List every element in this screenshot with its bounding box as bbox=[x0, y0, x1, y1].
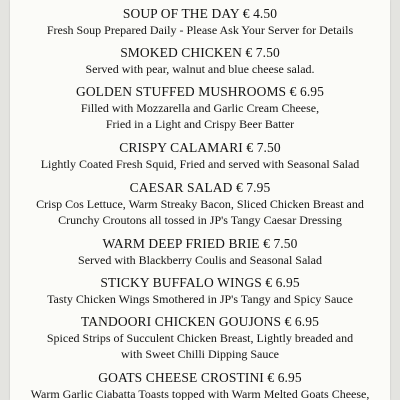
menu-item-description: Filled with Mozzarella and Garlic Cream Cheese, bbox=[80, 101, 320, 115]
menu-item-description: Crunchy Croutons all tossed in JP's Tangy Caesar Dressing bbox=[58, 213, 342, 227]
menu-item-crostini bbox=[10, 370, 390, 400]
menu-item-description: Fried in a Light and Crispy Beer Batter bbox=[105, 117, 295, 131]
menu-item-mushrooms bbox=[10, 84, 390, 132]
menu-item-description: Served with Blackberry Coulis and Seasonal Salad bbox=[78, 253, 322, 267]
menu-item-calamari bbox=[10, 140, 390, 172]
menu-item-heading: SOUP OF THE DAY € 4.50 bbox=[122, 6, 278, 21]
menu-page bbox=[10, 0, 390, 400]
menu-item-heading: GOATS CHEESE CROSTINI € 6.95 bbox=[98, 370, 302, 385]
menu-item-goujons bbox=[10, 314, 390, 362]
menu-item-description: Served with pear, walnut and blue cheese salad. bbox=[85, 62, 315, 76]
menu-item-heading: GOLDEN STUFFED MUSHROOMS € 6.95 bbox=[75, 84, 324, 99]
menu-item-caesar-salad bbox=[10, 180, 390, 228]
menu-item-description: Lightly Coated Fresh Squid, Fried and served with Seasonal Salad bbox=[40, 157, 360, 171]
menu-item-soup bbox=[10, 6, 390, 38]
menu-item-description: Tasty Chicken Wings Smothered in JP's Tangy and Spicy Sauce bbox=[47, 292, 353, 306]
menu-item-buffalo-wings bbox=[10, 275, 390, 307]
menu-item-description: with Sweet Chilli Dipping Sauce bbox=[121, 347, 279, 361]
menu-item-description: Crisp Cos Lettuce, Warm Streaky Bacon, Sliced Chicken Breast and bbox=[36, 197, 364, 211]
menu-item-brie bbox=[10, 236, 390, 268]
menu-item-heading: TANDOORI CHICKEN GOUJONS € 6.95 bbox=[81, 314, 319, 329]
menu-item-heading: CAESAR SALAD € 7.95 bbox=[129, 180, 271, 195]
menu-item-description: Spiced Strips of Succulent Chicken Breast, Lightly breaded and bbox=[46, 331, 354, 345]
menu-item-heading: STICKY BUFFALO WINGS € 6.95 bbox=[100, 275, 300, 290]
menu-item-heading: SMOKED CHICKEN € 7.50 bbox=[120, 45, 280, 60]
menu-item-smoked-chicken bbox=[10, 45, 390, 77]
menu-item-heading: CRISPY CALAMARI € 7.50 bbox=[119, 140, 281, 155]
menu-item-heading: WARM DEEP FRIED BRIE € 7.50 bbox=[102, 236, 298, 251]
menu-item-description: Warm Garlic Ciabatta Toasts topped with Warm Melted Goats Cheese, bbox=[30, 387, 370, 400]
menu-item-description: Fresh Soup Prepared Daily - Please Ask Your Server for Details bbox=[46, 23, 354, 37]
